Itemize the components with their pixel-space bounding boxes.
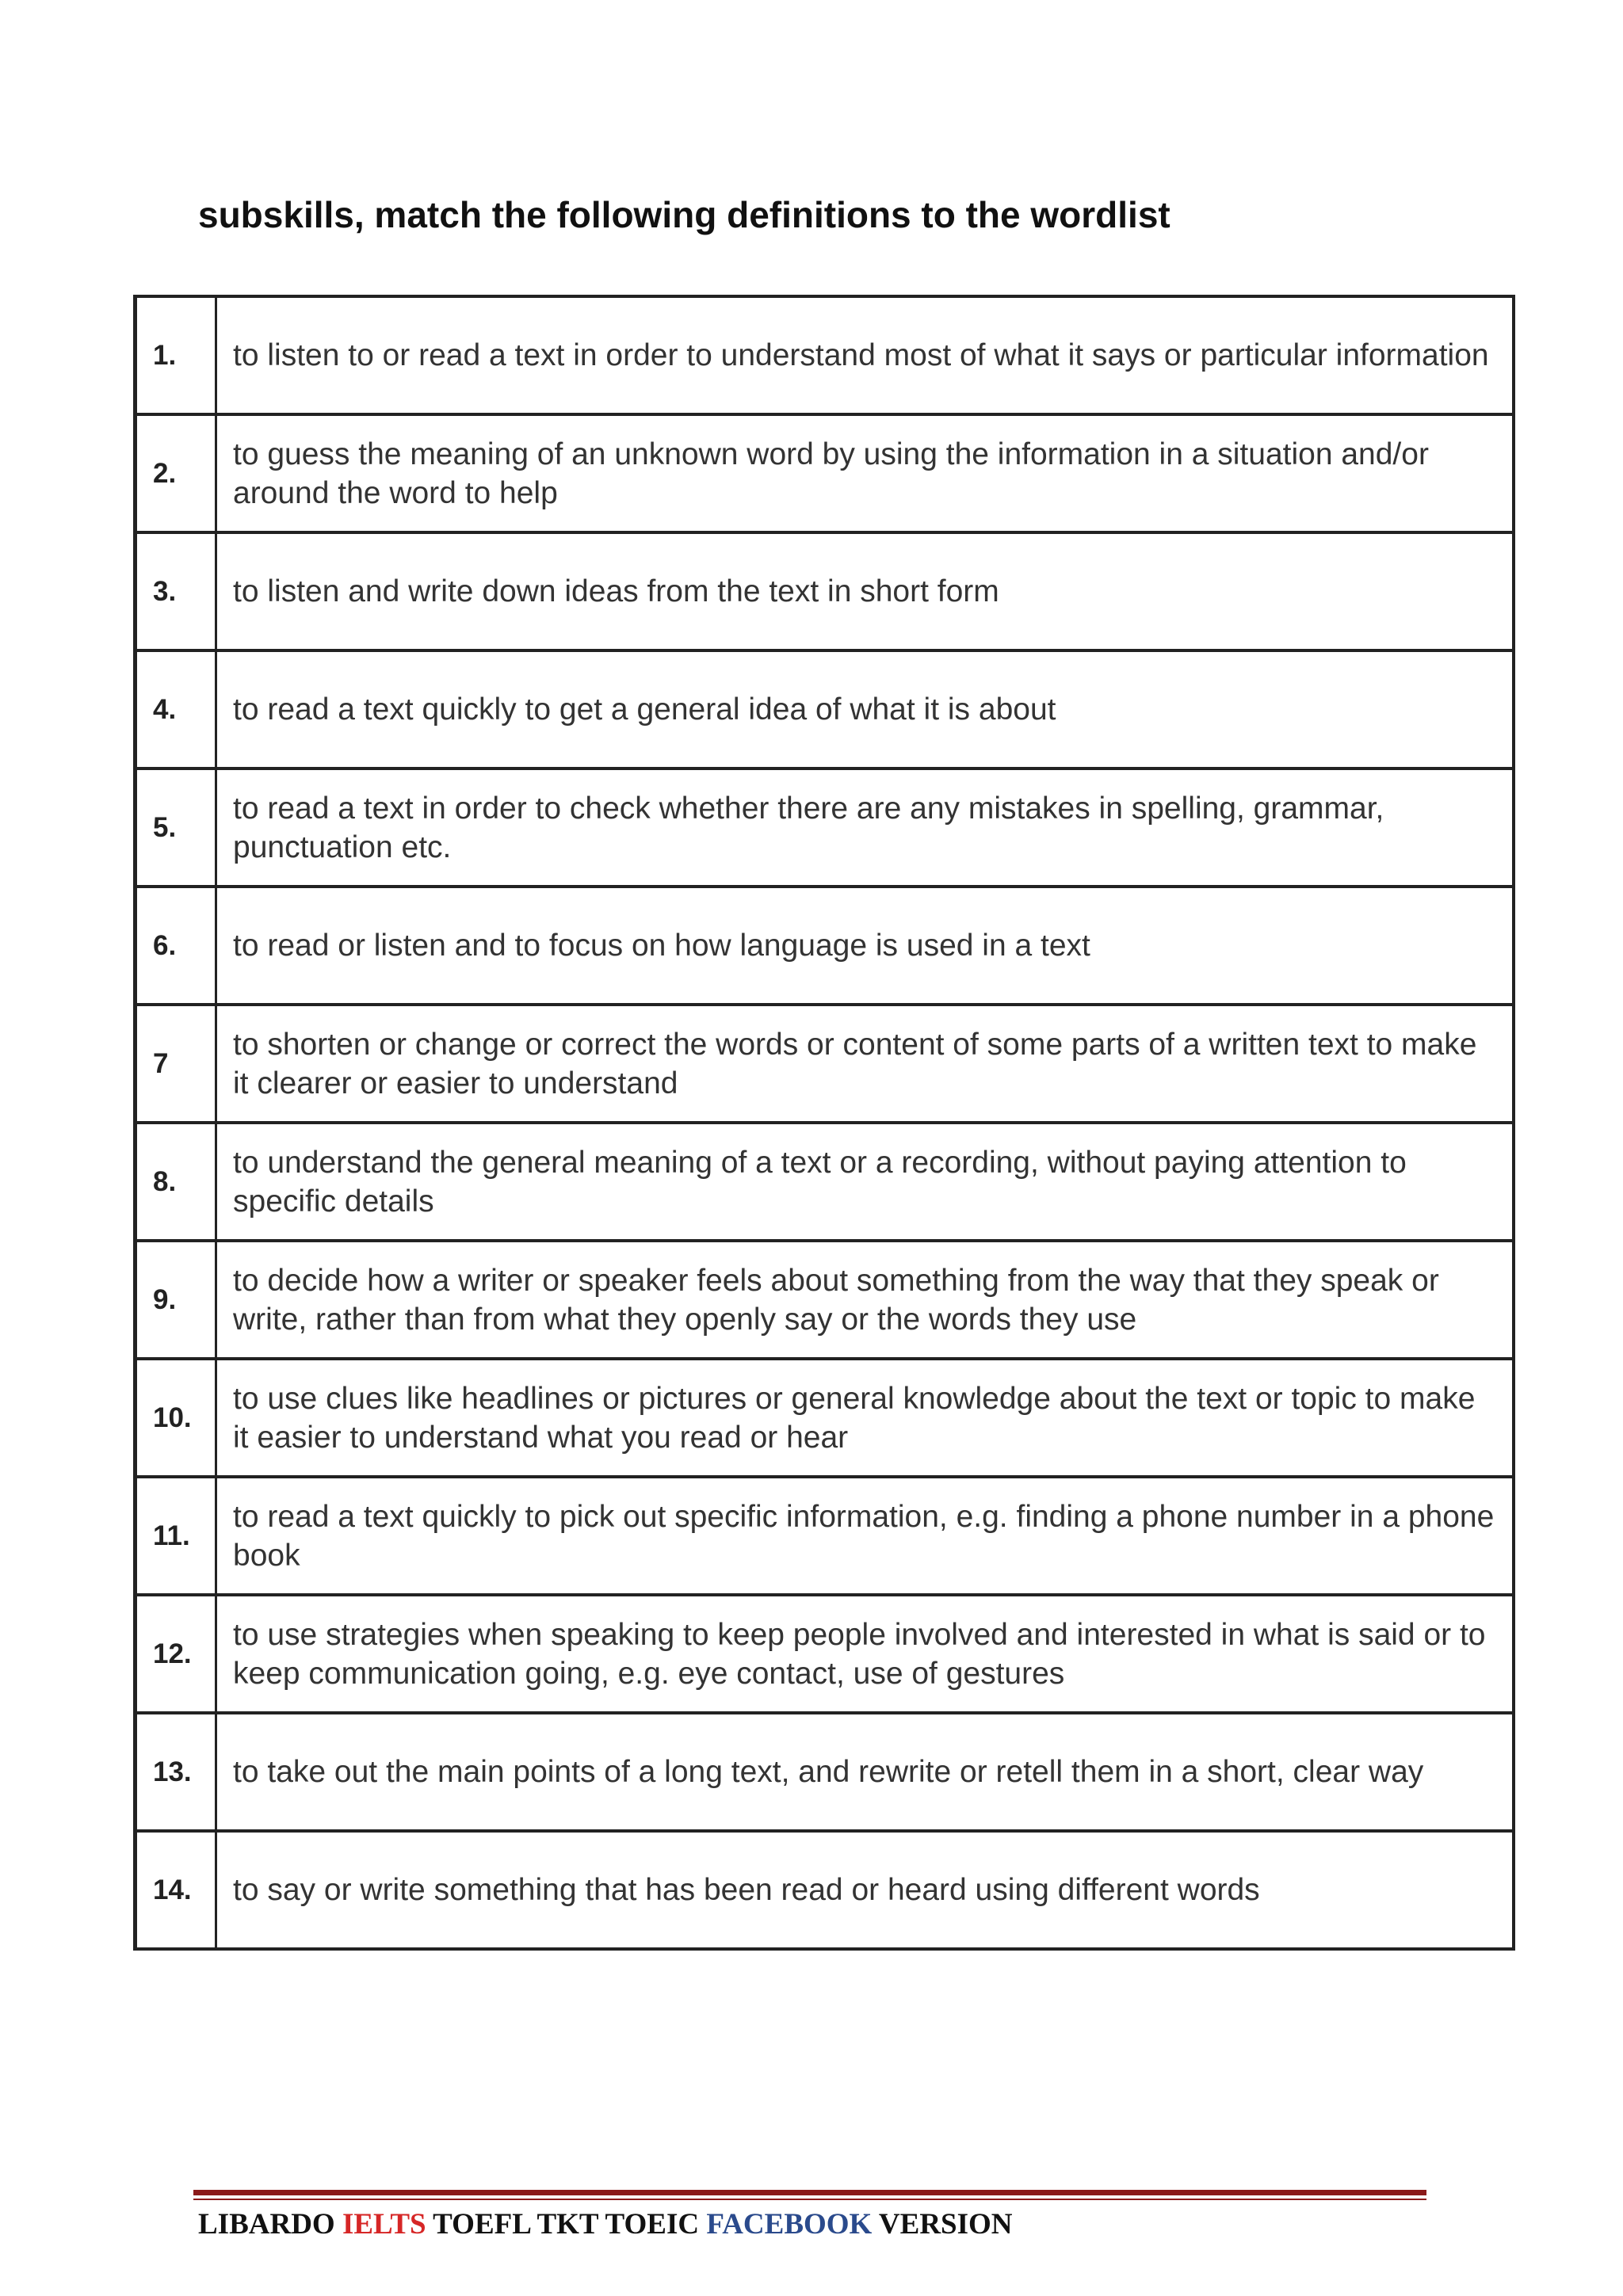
- table-row: [136, 1241, 1514, 1359]
- footer-version: VERSION: [872, 2208, 1013, 2241]
- definition-number: 2.: [136, 414, 216, 532]
- definitions-table: [133, 295, 1515, 1951]
- page-heading: subskills, match the following definitions to the wordlist: [198, 194, 1170, 235]
- table-row: [136, 414, 1514, 532]
- footer-exams: TOEFL TKT TOEIC: [426, 2208, 707, 2241]
- table-row: [136, 1831, 1514, 1949]
- footer-author: LIBARDO: [198, 2208, 342, 2241]
- table-row: [136, 887, 1514, 1005]
- table-row: [136, 650, 1514, 769]
- definition-number: 12.: [136, 1595, 216, 1713]
- definition-text: to read a text quickly to get a general idea of what it is about: [216, 650, 1514, 769]
- definition-text: to listen to or read a text in order to understand most of what it says or particular information: [216, 296, 1514, 414]
- definition-text: to decide how a writer or speaker feels about something from the way that they speak or write, rather than from what they openly say or the words they use: [216, 1241, 1514, 1359]
- definition-text: to use clues like headlines or pictures or general knowledge about the text or topic to make it easier to understand what you read or hear: [216, 1359, 1514, 1477]
- definition-text: to listen and write down ideas from the text in short form: [216, 532, 1514, 650]
- definition-text: to guess the meaning of an unknown word by using the information in a situation and/or around the word to help: [216, 414, 1514, 532]
- definition-number: 1.: [136, 296, 216, 414]
- definition-number: 8.: [136, 1123, 216, 1241]
- definition-text: to use strategies when speaking to keep people involved and interested in what is said or to keep communication going, e.g. eye contact, use of gestures: [216, 1595, 1514, 1713]
- table-row: [136, 532, 1514, 650]
- table-row: [136, 1005, 1514, 1123]
- definition-text: to read a text in order to check whether there are any mistakes in spelling, grammar, punctuation etc.: [216, 769, 1514, 887]
- definition-number: 4.: [136, 650, 216, 769]
- definition-number: 13.: [136, 1713, 216, 1831]
- table-row: [136, 1477, 1514, 1595]
- definition-text: to shorten or change or correct the words or content of some parts of a written text to make it clearer or easier to understand: [216, 1005, 1514, 1123]
- table-row: [136, 1595, 1514, 1713]
- definition-text: to say or write something that has been read or heard using different words: [216, 1831, 1514, 1949]
- definition-text: to read a text quickly to pick out specific information, e.g. finding a phone number in a phone book: [216, 1477, 1514, 1595]
- definition-number: 5.: [136, 769, 216, 887]
- definition-text: to read or listen and to focus on how language is used in a text: [216, 887, 1514, 1005]
- footer-divider-thin: [193, 2199, 1426, 2200]
- definition-number: 7: [136, 1005, 216, 1123]
- definition-number: 10.: [136, 1359, 216, 1477]
- footer-credit: [198, 2207, 1013, 2241]
- table-row: [136, 1123, 1514, 1241]
- definition-number: 3.: [136, 532, 216, 650]
- definition-number: 14.: [136, 1831, 216, 1949]
- table-row: [136, 769, 1514, 887]
- footer-divider: [193, 2190, 1426, 2195]
- definition-text: to understand the general meaning of a text or a recording, without paying attention to specific details: [216, 1123, 1514, 1241]
- definition-number: 11.: [136, 1477, 216, 1595]
- footer-ielts: IELTS: [342, 2208, 426, 2241]
- table-row: [136, 296, 1514, 414]
- table-row: [136, 1713, 1514, 1831]
- definition-number: 6.: [136, 887, 216, 1005]
- table-row: [136, 1359, 1514, 1477]
- definition-text: to take out the main points of a long text, and rewrite or retell them in a short, clear way: [216, 1713, 1514, 1831]
- definition-number: 9.: [136, 1241, 216, 1359]
- footer-facebook: FACEBOOK: [706, 2208, 873, 2241]
